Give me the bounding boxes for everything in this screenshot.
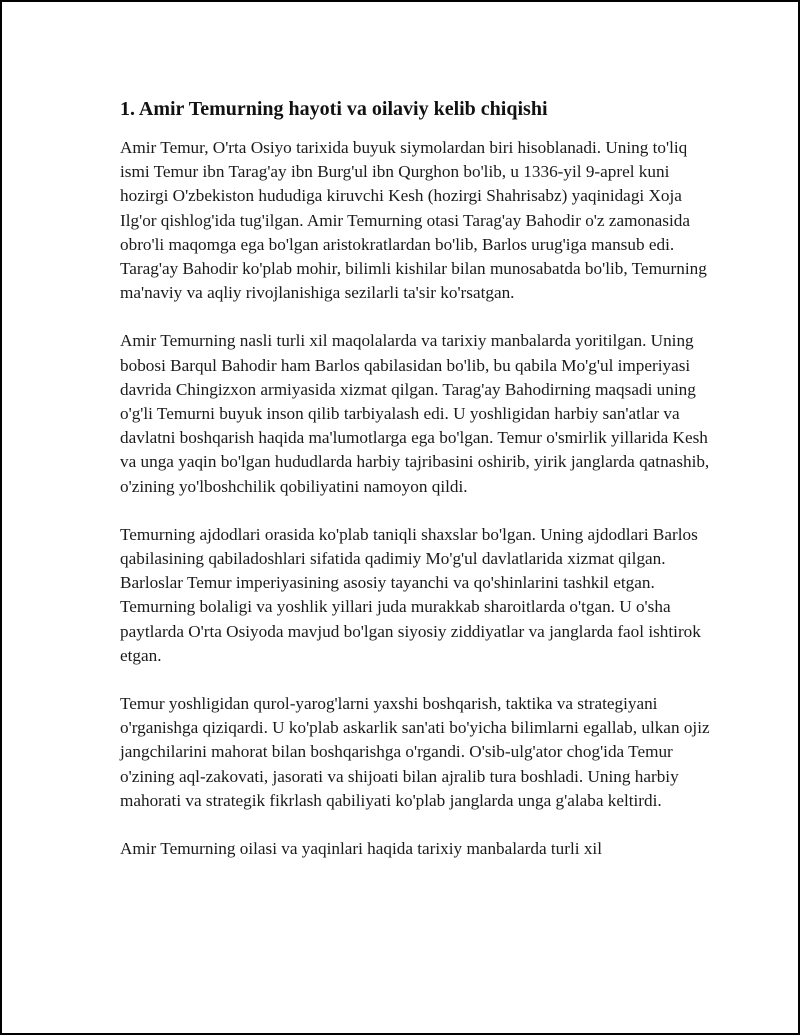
paragraph-2: Amir Temurning nasli turli xil maqolalarda va tarixiy manbalarda yoritilgan. Uning bobosi Barqul Bahodir ham Barlos qabilasidan bo'lib, bu qabila Mo'g'ul imperiyasi davrida Chingizxon armiyasida xizmat qilgan. Tarag'ay Bahodirning maqsadi uning o'g'li Temurni buyuk inson qilib tarbiyalash edi. U yoshligidan harbiy san'atlar va davlatni boshqarish haqida ma'lumotlarga ega bo'lgan. Temur o'smirlik yillarida Kesh va unga yaqin bo'lgan hududlarda harbiy tajribasini oshirib, yirik janglarda qatnashib, o'zining yo'lboshchilik qobiliyatini namoyon qildi.	[120, 331, 710, 496]
document-body	[120, 96, 720, 885]
paragraph-1: Amir Temur, O'rta Osiyo tarixida buyuk siymolardan biri hisoblanadi. Uning to'liq ismi Temur ibn Tarag'ay ibn Burg'ul ibn Qurghon bo'lib, u 1336-yil 9-aprel kuni hozirgi O'zbekiston hududiga kiruvchi Kesh (hozirgi Shahrisabz) yaqinidagi Xoja Ilg'or qishlog'ida tug'ilgan. Amir Temurning otasi Tarag'ay Bahodir o'z zamonasida obro'li maqomga ega bo'lgan aristokratlardan bo'lib, Barlos urug'iga mansub edi. Tarag'ay Bahodir ko'plab mohir, bilimli kishilar bilan munosabatda bo'lib, Temurning ma'naviy va aqliy rivojlanishiga sezilarli ta'sir ko'rsatgan.	[120, 138, 707, 303]
paragraph-4: Temur yoshligidan qurol-yarog'larni yaxshi boshqarish, taktika va strategiyani o'rganishga qiziqardi. U ko'plab askarlik san'ati bo'yicha bilimlarni egallab, ulkan ojiz jangchilarini mahorat bilan boshqarishga o'rgandi. O'sib-ulg'ator chog'ida Temur o'zining aql-zakovati, jasorati va shijoati bilan ajralib tura boshladi. Uning harbiy mahorati va strategik fikrlash qabiliyati ko'plab janglarda unga g'alaba keltirdi.	[120, 694, 710, 810]
section-heading: 1. Amir Temurning hayoti va oilaviy kelib chiqishi	[120, 98, 548, 120]
paragraph-3: Temurning ajdodlari orasida ko'plab taniqli shaxslar bo'lgan. Uning ajdodlari Barlos qabilasining qabiladoshlari sifatida qadimiy Mo'g'ul davlatlarida xizmat qilgan. Barloslar Temur imperiyasining asosiy tayanchi va qo'shinlarini tashkil etgan. Temurning bolaligi va yoshlik yillari juda murakkab sharoitlarda o'tgan. U o'sha paytlarda O'rta Osiyoda mavjud bo'lgan siyosiy ziddiyatlar va janglarda faol ishtirok etgan.	[120, 524, 701, 665]
paragraph-5: Amir Temurning oilasi va yaqinlari haqida tarixiy manbalarda turli xil	[120, 839, 602, 859]
